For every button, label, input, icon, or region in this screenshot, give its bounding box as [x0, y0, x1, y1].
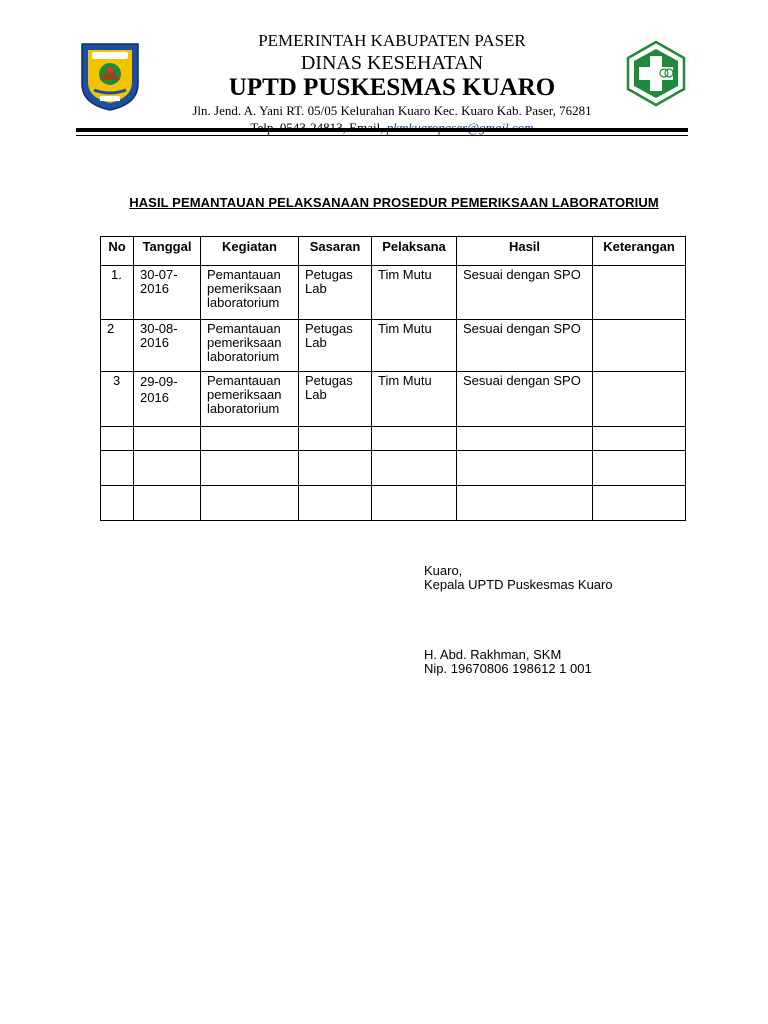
signature-nip: Nip. 19670806 198612 1 001	[424, 661, 592, 676]
table-header-row	[101, 237, 686, 266]
cell-pelaksana	[372, 427, 457, 451]
cell-no	[101, 427, 134, 451]
cell-sasaran	[299, 427, 372, 451]
col-header-hasil: Hasil	[457, 237, 593, 266]
cell-kegiatan	[201, 427, 299, 451]
table-row	[101, 266, 686, 320]
col-header-tanggal: Tanggal	[134, 237, 201, 266]
cell-tanggal: 30-08-2016	[134, 320, 201, 372]
cell-sasaran: Petugas Lab	[299, 266, 372, 320]
cell-kegiatan: Pemantauan pemeriksaan laboratorium	[201, 372, 299, 427]
cell-tanggal: 30-07-2016	[134, 266, 201, 320]
signature-position: Kepala UPTD Puskesmas Kuaro	[424, 577, 613, 592]
cell-kegiatan	[201, 451, 299, 486]
cell-pelaksana: Tim Mutu	[372, 266, 457, 320]
monitoring-table	[100, 236, 686, 521]
document-title: HASIL PEMANTAUAN PELAKSANAAN PROSEDUR PEMERIKSAAN LABORATORIUM	[129, 195, 659, 210]
letterhead-government: PEMERINTAH KABUPATEN PASER	[258, 31, 526, 50]
cell-pelaksana: Tim Mutu	[372, 372, 457, 427]
cell-sasaran: Petugas Lab	[299, 320, 372, 372]
puskesmas-logo-icon	[626, 40, 686, 107]
cell-kegiatan	[201, 486, 299, 521]
cell-tanggal	[134, 427, 201, 451]
cell-sasaran	[299, 451, 372, 486]
cell-hasil	[457, 451, 593, 486]
table-row	[101, 372, 686, 427]
cell-tanggal	[134, 451, 201, 486]
letterhead-department: DINAS KESEHATAN	[300, 52, 484, 74]
letterhead-address: Jln. Jend. A. Yani RT. 05/05 Kelurahan Kuaro Kec. Kuaro Kab. Paser, 76281	[192, 103, 592, 118]
cell-pelaksana	[372, 486, 457, 521]
table-row	[101, 451, 686, 486]
letterhead-divider-thick	[76, 128, 688, 132]
cell-tanggal	[134, 486, 201, 521]
cell-keterangan	[593, 486, 686, 521]
col-header-sasaran: Sasaran	[299, 237, 372, 266]
col-header-pelaksana: Pelaksana	[372, 237, 457, 266]
cell-keterangan	[593, 266, 686, 320]
cell-hasil	[457, 427, 593, 451]
cell-no: 3	[101, 372, 134, 427]
signature-name: H. Abd. Rakhman, SKM	[424, 647, 562, 662]
col-header-keterangan: Keterangan	[593, 237, 686, 266]
cell-keterangan	[593, 320, 686, 372]
kabupaten-paser-emblem-icon	[78, 40, 142, 112]
signature-place: Kuaro,	[424, 563, 463, 578]
cell-pelaksana: Tim Mutu	[372, 320, 457, 372]
cell-pelaksana	[372, 451, 457, 486]
cell-kegiatan: Pemantauan pemeriksaan laboratorium	[201, 266, 299, 320]
letterhead-divider-thin	[76, 135, 688, 136]
cell-keterangan	[593, 372, 686, 427]
cell-keterangan	[593, 451, 686, 486]
cell-keterangan	[593, 427, 686, 451]
cell-tanggal: 29-09-2016	[134, 372, 201, 427]
cell-hasil	[457, 486, 593, 521]
cell-sasaran: Petugas Lab	[299, 372, 372, 427]
cell-sasaran	[299, 486, 372, 521]
cell-no	[101, 451, 134, 486]
cell-no: 1.	[101, 266, 134, 320]
letterhead-institution: UPTD PUSKESMAS KUARO	[228, 74, 556, 101]
table-row	[101, 320, 686, 372]
col-header-kegiatan: Kegiatan	[201, 237, 299, 266]
col-header-no: No	[101, 237, 134, 266]
letterhead	[150, 30, 634, 136]
cell-hasil: Sesuai dengan SPO	[457, 372, 593, 427]
cell-no	[101, 486, 134, 521]
cell-kegiatan: Pemantauan pemeriksaan laboratorium	[201, 320, 299, 372]
table-row	[101, 486, 686, 521]
cell-hasil: Sesuai dengan SPO	[457, 320, 593, 372]
table-row	[101, 427, 686, 451]
cell-hasil: Sesuai dengan SPO	[457, 266, 593, 320]
cell-no: 2	[101, 320, 134, 372]
